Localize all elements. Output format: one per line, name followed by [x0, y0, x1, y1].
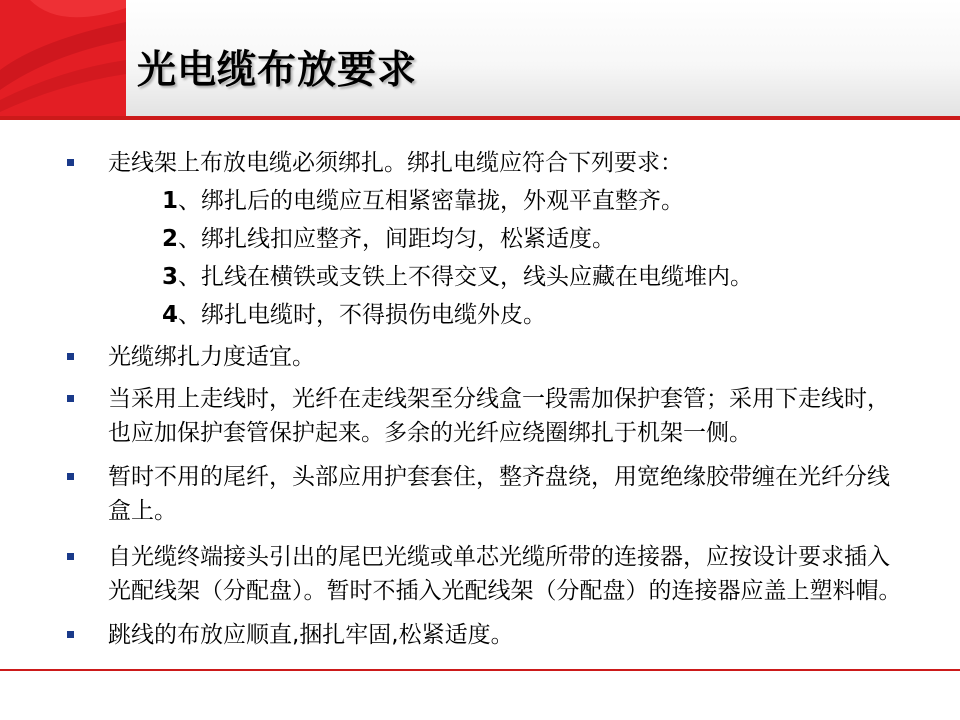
bullet-list — [64, 146, 904, 652]
list-item — [64, 540, 904, 608]
page-title: 光电缆布放要求 — [137, 47, 418, 93]
bullet-square-icon — [67, 353, 74, 360]
bullet-text: 自光缆终端接头引出的尾巴光缆或单芯光缆所带的连接器，应按设计要求插入光配线架（分配盘）。暂时不插入光配线架（分配盘）的连接器应盖上塑料帽。 — [108, 544, 902, 604]
corner-pattern — [0, 0, 126, 118]
bullet-text: 当采用上走线时，光纤在走线架至分线盒一段需加保护套管；采用下走线时，也应加保护套管保护起来。多余的光纤应绕圈绑扎于机架一侧。 — [108, 386, 890, 446]
sub-list-item — [64, 260, 904, 294]
bullet-text: 跳线的布放应顺直,捆扎牢固,松紧适度。 — [108, 622, 514, 648]
sub-item-number: 3 — [162, 264, 179, 290]
sub-item-text: 、扎线在横铁或支铁上不得交叉，线头应藏在电缆堆内。 — [178, 264, 754, 290]
bullet-square-icon — [67, 553, 74, 560]
bottom-divider — [0, 669, 960, 671]
sub-item-text: 、绑扎后的电缆应互相紧密靠拢，外观平直整齐。 — [178, 188, 685, 214]
list-item — [64, 340, 904, 374]
list-item — [64, 618, 904, 652]
sub-list-item — [64, 184, 904, 218]
sub-item-number: 1 — [162, 188, 179, 214]
corner-decoration — [0, 0, 126, 118]
sub-list-item — [64, 222, 904, 256]
bullet-square-icon — [67, 395, 74, 402]
list-item — [64, 146, 904, 180]
sub-list-item — [64, 298, 904, 332]
bullet-text: 暂时不用的尾纤，头部应用护套套住，整齐盘绕，用宽绝缘胶带缠在光纤分线盒上。 — [108, 464, 890, 524]
sub-item-text: 、绑扎线扣应整齐，间距均匀，松紧适度。 — [178, 226, 616, 252]
bullet-text: 光缆绑扎力度适宜。 — [108, 344, 315, 370]
bullet-square-icon — [67, 473, 74, 480]
list-item — [64, 460, 904, 528]
sub-item-number: 4 — [162, 302, 179, 328]
sub-item-number: 2 — [162, 226, 179, 252]
bullet-square-icon — [67, 631, 74, 638]
list-item — [64, 382, 904, 450]
sub-item-text: 、绑扎电缆时，不得损伤电缆外皮。 — [178, 302, 547, 328]
bullet-square-icon — [67, 159, 74, 166]
bullet-text: 走线架上布放电缆必须绑扎。绑扎电缆应符合下列要求： — [108, 150, 683, 176]
title-divider — [0, 116, 960, 120]
